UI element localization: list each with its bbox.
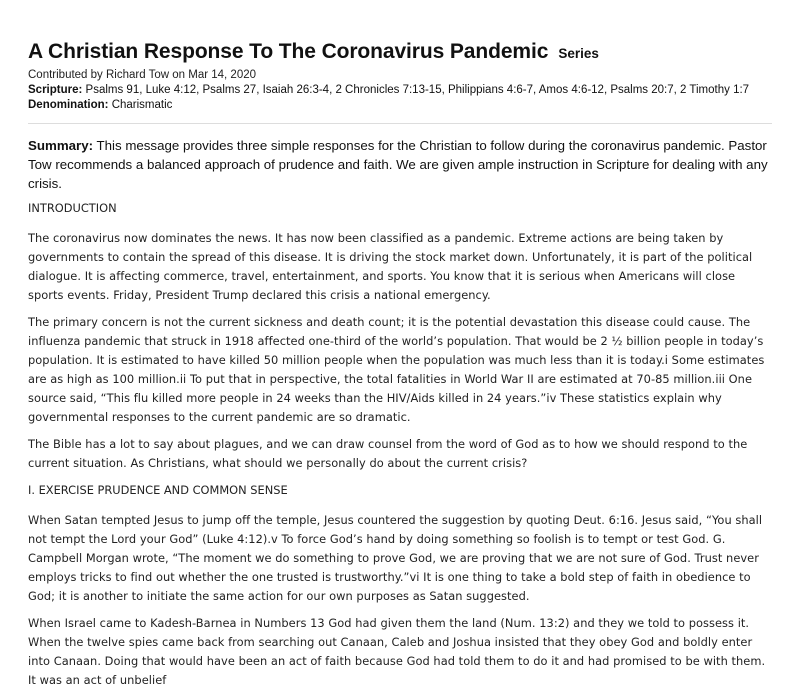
scripture-line [28,83,772,98]
paragraph-3: The Bible has a lot to say about plagues, and we can draw counsel from the word of God as to how we should respond to the current situation. As Christians, what should we personally do about the current crisis? [28,437,748,470]
scripture-label: Scripture: [28,84,83,96]
series-link[interactable]: Series [558,46,599,61]
section-1-heading: I. EXERCISE PRUDENCE AND COMMON SENSE [28,483,288,497]
divider [28,123,772,124]
summary [28,136,772,193]
denomination-label: Denomination: [28,99,109,111]
summary-label: Summary: [28,138,94,153]
paragraph-5: When Israel came to Kadesh-Barnea in Numbers 13 God had given them the land (Num. 13:2) and they we told to possess it. When the twelve spies came back from searching out Canaan, Caleb and Joshua insisted that they obey God and boldly enter into Canaan. Doing that would have been an act of faith because God had told them to do it and had promised to be with them. It was an act of unbelief [28,616,766,687]
summary-text: This message provides three simple responses for the Christian to follow during the coronavirus pandemic. Pastor Tow recommends a balanced approach of prudence and faith. We are given ample instruction in Scripture for dealing with any crisis. [28,138,768,191]
sermon-title: A Christian Response To The Coronavirus Pandemic [28,40,549,63]
paragraph-4: When Satan tempted Jesus to jump off the temple, Jesus countered the suggestion by quoting Deut. 6:16. Jesus said, “You shall not tempt the Lord your God” (Luke 4:12).v To force God’s hand by doing something so foolish is to tempt or test God. G. Campbell Morgan wrote, “The moment we do something to prove God, we are proving that we are not sure of God. Trust never employs tricks to find out whether the one trusted is trustworthy.”vi It is one thing to take a bold step of faith in obedience to God; it is another to initiate the same action for our own purposes as Satan suggested. [28,513,763,603]
sermon-meta [28,68,772,113]
denomination-value[interactable]: Charismatic [111,99,173,111]
paragraph-2: The primary concern is not the current sickness and death count; it is the potential devastation this disease could cause. The influenza pandemic that struck in 1918 affected one-third of the world’s population. That would be 2 ½ billion people in today’s population. It is estimated to have killed 50 million people when the population was much less than it is today.i Some estimates are as high as 100 million.ii To put that in perspective, the total fatalities in World War II are estimated at 70-85 million.iii One source said, “This flu killed more people in 24 weeks than the HIV/Aids killed in 24 years.”iv These statistics explain why governmental responses to the current pandemic are so dramatic. [28,315,765,424]
scripture-references[interactable]: Psalms 91, Luke 4:12, Psalms 27, Isaiah 26:3-4, 2 Chronicles 7:13-15, Philippians 4:6-7, Amos 4:6-12, Psalms 20:7, 2 Timothy 1:7 [85,84,750,96]
denomination-line [28,98,772,113]
sermon-page [28,40,772,698]
paragraph-1: The coronavirus now dominates the news. It has now been classified as a pandemic. Extreme actions are being taken by governments to contain the spread of this disease. It is driving the stock market down. Unfortunately, it is part of the political dialogue. It is affecting commerce, travel, entertainment, and sports. You know that it is serious when Americans will close sports events. Friday, President Trump declared this crisis a national emergency. [28,231,753,302]
contributed-line: Contributed by Richard Tow on Mar 14, 2020 [28,69,257,81]
intro-heading: INTRODUCTION [28,201,117,215]
title-row [28,40,772,64]
